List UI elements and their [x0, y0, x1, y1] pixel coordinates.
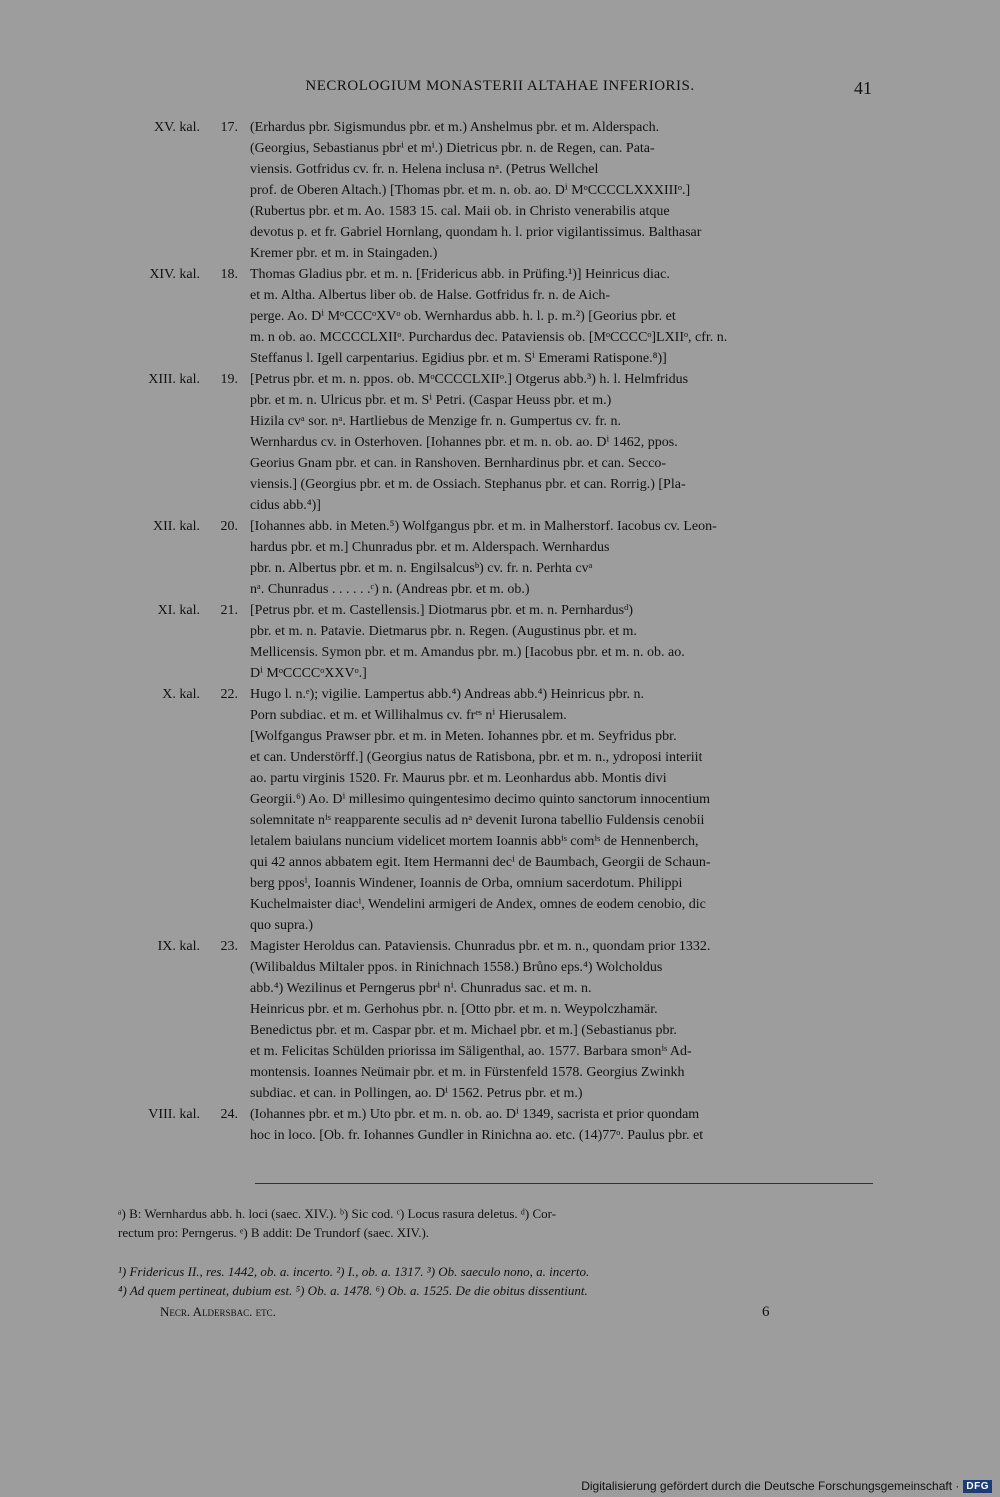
entry-line: Georgii.⁶) Ao. Dⁱ millesimo quingentesimo decimo quinto sanctorum innocentium [250, 792, 711, 807]
digitization-credit [581, 1479, 992, 1493]
signature-number: 6 [762, 1304, 770, 1320]
entry-line: qui 42 annos abbatem egit. Item Hermanni decⁱ de Baumbach, Georgii de Schaun- [250, 855, 711, 870]
entry-line: (Rubertus pbr. et m. Ao. 1583 15. cal. Maii ob. in Christo venerabilis atque [250, 204, 670, 219]
printer-signature: Necr. Aldersbac. etc. [160, 1304, 276, 1319]
calendar-entry [118, 1104, 874, 1146]
entry-text [250, 936, 874, 1104]
entry-line: [Wolfgangus Prawser pbr. et m. in Meten. Iohannes pbr. et m. Seyfridus pbr. [250, 729, 677, 744]
kalends-date: XI. kal. [157, 603, 200, 618]
kalends-date: IX. kal. [157, 939, 200, 954]
entry-line: Hizila cvᵃ sor. nᵃ. Hartliebus de Menzige fr. n. Gumpertus cv. fr. n. [250, 414, 622, 429]
footnotes-numbers [118, 1262, 874, 1300]
entry-line: (Erhardus pbr. Sigismundus pbr. et m.) Anshelmus pbr. et m. Alderspach. [250, 120, 660, 135]
entry-text [250, 684, 874, 936]
entry-line: Porn subdiac. et m. et Willihalmus cv. frᵉˢ nⁱ Hierusalem. [250, 708, 567, 723]
entry-line: m. n ob. ao. MCCCCLXIIᵒ. Purchardus dec. Pataviensis ob. [MᵒCCCCᵒ]LXIIᵒ, cfr. n. [250, 330, 728, 345]
entry-line: devotus p. et fr. Gabriel Hornlang, quondam h. l. prior vigilantissimus. Balthasar [250, 225, 702, 240]
credit-text: Digitalisierung gefördert durch die Deutsche Forschungsgemeinschaft · [581, 1479, 960, 1493]
entry-line: prof. de Oberen Altach.) [Thomas pbr. et m. n. ob. ao. Dⁱ MᵒCCCCLXXXIIIᵒ.] [250, 183, 691, 198]
calendar-entry [118, 369, 874, 516]
day-number: 18. [220, 267, 238, 282]
entry-line: Thomas Gladius pbr. et m. n. [Fridericus abb. in Prüfing.¹)] Heinricus diac. [250, 267, 670, 282]
footnote-separator [255, 1183, 873, 1184]
entry-line: perge. Ao. Dⁱ MᵒCCCᵒXVᵒ ob. Wernhardus abb. h. l. p. m.²) [Georius pbr. et [250, 309, 676, 324]
necrology-entries [118, 117, 874, 1146]
entry-line: pbr. et m. n. Ulricus pbr. et m. Sⁱ Petri. (Caspar Heuss pbr. et m.) [250, 393, 612, 408]
dfg-logo: DFG [963, 1480, 992, 1493]
day-number: 17. [220, 120, 238, 135]
entry-line: et can. Understörff.] (Georgius natus de Ratisbona, pbr. et m. n., ydroposi interiit [250, 750, 703, 765]
entry-line: pbr. et m. n. Patavie. Dietmarus pbr. n. Regen. (Augustinus pbr. et m. [250, 624, 637, 639]
day-number: 23. [220, 939, 238, 954]
entry-line: Hugo l. n.ᵉ); vigilie. Lampertus abb.⁴) Andreas abb.⁴) Heinricus pbr. n. [250, 687, 644, 702]
entry-line: viensis. Gotfridus cv. fr. n. Helena inclusa nᵃ. (Petrus Wellchel [250, 162, 599, 177]
entry-text [250, 369, 874, 516]
entry-line: Kuchelmaister diacⁱ, Wendelini armigeri de Andex, omnes de eodem cenobio, dic [250, 897, 706, 912]
entry-line: Wernhardus cv. in Osterhoven. [Iohannes pbr. et m. n. ob. ao. Dⁱ 1462, ppos. [250, 435, 678, 450]
footnote-line: rectum pro: Perngerus. ᵉ) B addit: De Trundorf (saec. XIV.). [118, 1225, 430, 1240]
entry-line: letalem baiulans nuncium videlicet mortem Ioannis abbⁱˢ comⁱˢ de Hennenberch, [250, 834, 699, 849]
entry-line: et m. Felicitas Schülden priorissa im Säligenthal, ao. 1577. Barbara smonⁱˢ Ad- [250, 1044, 692, 1059]
entry-line: (Wilibaldus Miltaler ppos. in Rinichnach 1558.) Brůno eps.⁴) Wolcholdus [250, 960, 663, 975]
running-head: NECROLOGIUM MONASTERII ALTAHAE INFERIORIS. [305, 78, 695, 94]
entry-line: pbr. n. Albertus pbr. et m. n. Engilsalcusᵇ) cv. fr. n. Perhta cvᵃ [250, 561, 593, 576]
entry-line: viensis.] (Georgius pbr. et m. de Ossiach. Stephanus pbr. et can. Rorrig.) [Pla- [250, 477, 686, 492]
entry-text [250, 264, 874, 369]
entry-text [250, 600, 874, 684]
kalends-date: VIII. kal. [148, 1107, 200, 1122]
entry-line: Mellicensis. Symon pbr. et m. Amandus pbr. m.) [Iacobus pbr. et m. n. ob. ao. [250, 645, 685, 660]
entry-line: abb.⁴) Wezilinus et Perngerus pbrⁱ nⁱ. Chunradus sac. et m. n. [250, 981, 592, 996]
calendar-entry [118, 684, 874, 936]
entry-line: Heinricus pbr. et m. Gerhohus pbr. n. [Otto pbr. et m. n. Weypolczhamär. [250, 1002, 658, 1017]
kalends-date: XIII. kal. [148, 372, 200, 387]
entry-line: Benedictus pbr. et m. Caspar pbr. et m. Michael pbr. et m.] (Sebastianus pbr. [250, 1023, 677, 1038]
entry-line: Dⁱ MᵒCCCCᵒXXVᵒ.] [250, 666, 367, 681]
entry-text [250, 516, 874, 600]
footnote-line: ¹) Fridericus II., res. 1442, ob. a. incerto. ²) I., ob. a. 1317. ³) Ob. saeculo nono, a. incerto. [118, 1264, 590, 1279]
entry-line: hardus pbr. et m.] Chunradus pbr. et m. Alderspach. Wernhardus [250, 540, 610, 555]
entry-line: Georius Gnam pbr. et can. in Ranshoven. Bernhardinus pbr. et can. Secco- [250, 456, 667, 471]
entry-line: solemnitate nⁱˢ reapparente seculis ad nᵃ devenit Iurona tabellio Fuldensis cenobii [250, 813, 705, 828]
calendar-entry [118, 117, 874, 264]
entry-line: berg pposⁱ, Ioannis Windener, Ioannis de Orba, omnium sacerdotum. Philippi [250, 876, 683, 891]
day-number: 19. [220, 372, 238, 387]
entry-line: [Petrus pbr. et m. n. ppos. ob. MᵒCCCCLXIIᵒ.] Otgerus abb.³) h. l. Helmfridus [250, 372, 689, 387]
calendar-entry [118, 516, 874, 600]
entry-line: Kremer pbr. et m. in Staingaden.) [250, 246, 438, 261]
entry-line: nᵃ. Chunradus . . . . . .ᶜ) n. (Andreas pbr. et m. ob.) [250, 582, 530, 597]
kalends-date: XII. kal. [152, 519, 200, 534]
footnotes-letters [118, 1204, 874, 1242]
day-number: 22. [220, 687, 238, 702]
kalends-date: XV. kal. [153, 120, 200, 135]
calendar-entry [118, 264, 874, 369]
kalends-date: XIV. kal. [149, 267, 200, 282]
entry-line: (Iohannes pbr. et m.) Uto pbr. et m. n. ob. ao. Dⁱ 1349, sacrista et prior quondam [250, 1107, 700, 1122]
entry-line: montensis. Ioannes Neümair pbr. et m. in Fürstenfeld 1578. Georgius Zwinkh [250, 1065, 685, 1080]
day-number: 20. [220, 519, 238, 534]
day-number: 24. [220, 1107, 238, 1122]
entry-line: hoc in loco. [Ob. fr. Iohannes Gundler in Rinichna ao. etc. (14)77ᵒ. Paulus pbr. et [250, 1128, 704, 1143]
entry-line: et m. Altha. Albertus liber ob. de Halse. Gotfridus fr. n. de Aich- [250, 288, 611, 303]
entry-line: Magister Heroldus can. Pataviensis. Chunradus pbr. et m. n., quondam prior 1332. [250, 939, 711, 954]
entry-line: (Georgius, Sebastianus pbrⁱ et mⁱ.) Dietricus pbr. n. de Regen, can. Pata- [250, 141, 655, 156]
kalends-date: X. kal. [162, 687, 200, 702]
entry-line: Steffanus l. Igell carpentarius. Egidius pbr. et m. Sⁱ Emerami Ratispone.⁸)] [250, 351, 667, 366]
entry-line: cidus abb.⁴)] [250, 498, 321, 513]
entry-text [250, 1104, 874, 1146]
entry-line: subdiac. et can. in Pollingen, ao. Dⁱ 1562. Petrus pbr. et m.) [250, 1086, 583, 1101]
footnote-line: ᵃ) B: Wernhardus abb. h. loci (saec. XIV.). ᵇ) Sic cod. ᶜ) Locus rasura deletus. ᵈ) Cor- [118, 1206, 557, 1221]
entry-text [250, 117, 874, 264]
entry-line: [Petrus pbr. et m. Castellensis.] Diotmarus pbr. et m. n. Pernhardusᵈ) [250, 603, 634, 618]
entry-line: quo supra.) [250, 918, 313, 933]
calendar-entry [118, 936, 874, 1104]
entry-line: ao. partu virginis 1520. Fr. Maurus pbr. et m. Leonhardus abb. Montis divi [250, 771, 667, 786]
footnote-line: ⁴) Ad quem pertineat, dubium est. ⁵) Ob. a. 1478. ⁶) Ob. a. 1525. De die obitus dissentiunt. [118, 1283, 588, 1298]
entry-line: [Iohannes abb. in Meten.⁵) Wolfgangus pbr. et m. in Malherstorf. Iacobus cv. Leon- [250, 519, 717, 534]
calendar-entry [118, 600, 874, 684]
page-number: 41 [854, 78, 872, 98]
day-number: 21. [220, 603, 238, 618]
